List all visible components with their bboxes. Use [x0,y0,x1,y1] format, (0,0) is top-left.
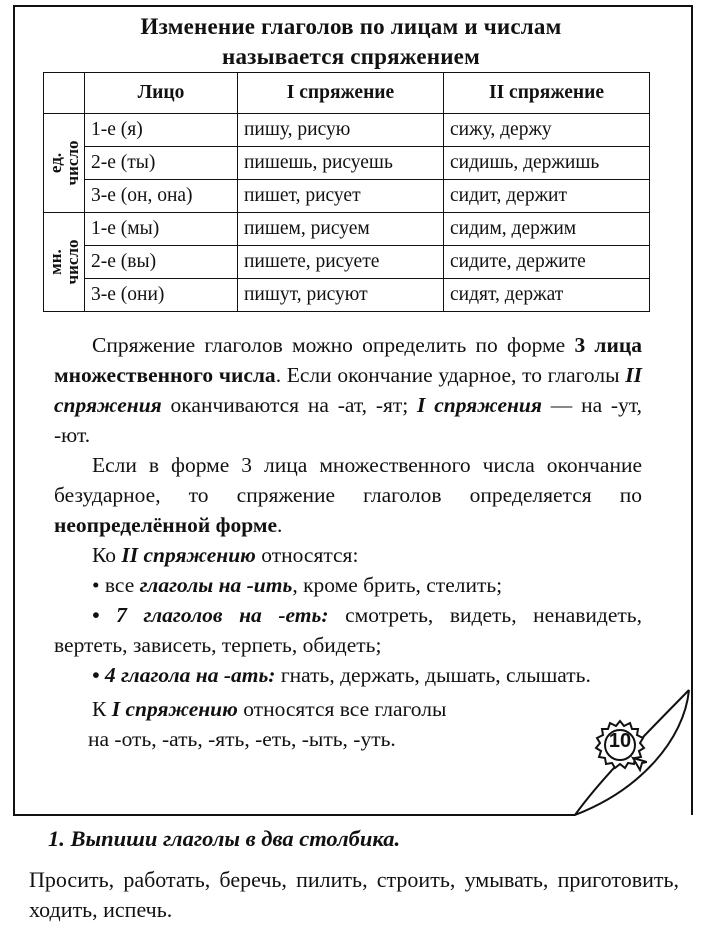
table-cell: пишешь, рисуешь [238,147,444,180]
rule-text [54,330,642,754]
table-cell: сидит, держит [444,180,650,213]
table-row [44,114,650,147]
bullet-item: • 4 глагола на -ать: гнать, держать, дышать, слышать. [92,663,591,687]
rule-title [13,12,689,72]
table-row [44,279,650,312]
header-corner-cell [44,73,85,114]
rule-paragraph-3: Ко II спряжению относятся: [92,543,359,567]
table-cell: 2-е (вы) [85,246,238,279]
table-cell: 3-е (он, она) [85,180,238,213]
table-row [44,246,650,279]
table-cell: 3-е (они) [85,279,238,312]
rule-title-line-1: Изменение глаголов по лицам и числам [140,14,562,39]
table-cell: пишет, рисует [238,180,444,213]
header-conj-1: I спряжение [238,73,444,114]
table-cell: сидите, держите [444,246,650,279]
table-cell: пишем, рисуем [238,213,444,246]
table-cell: пишу, рисую [238,114,444,147]
table-cell: сидишь, держишь [444,147,650,180]
conjugation-table [43,72,650,312]
plural-label-cell [44,213,85,312]
table-cell: сижу, держу [444,114,650,147]
table-cell: сидят, держат [444,279,650,312]
table-cell: 1-е (я) [85,114,238,147]
singular-label-cell [44,114,85,213]
header-conj-2: II спряжение [444,73,650,114]
table-cell: сидим, держим [444,213,650,246]
header-person: Лицо [85,73,238,114]
rule-paragraph-2: Если в форме 3 лица множественного числа окончание безударное, то спряжение глаголов определяется по неопределённой форме. [54,453,642,537]
bullet-item: • 7 глаголов на -еть: смотреть, видеть, ненавидеть, вертеть, зависеть, терпеть, обидеть; [54,603,642,657]
plural-label: мн. число [46,239,82,285]
bullet-item: • все глаголы на -ить, кроме брить, стелить; [92,573,503,597]
table-row [44,147,650,180]
rule-paragraph-4-endings: на -оть, -ать, -ять, -еть, -ыть, -уть. [88,727,396,751]
table-cell: пишут, рисуют [238,279,444,312]
rule-paragraph-4: К I спряжению относятся все глаголы [92,697,447,721]
table-cell: 1-е (мы) [85,213,238,246]
table-cell: пишете, рисуете [238,246,444,279]
singular-label: ед. число [46,140,82,186]
table-row [44,180,650,213]
table-cell: 2-е (ты) [85,147,238,180]
page-number: 10 [608,730,632,752]
table-row [44,213,650,246]
task-title: 1. Выпиши глаголы в два столбика. [48,826,401,851]
rule-title-line-2: называется спряжением [222,44,480,69]
task-text: Просить, работать, беречь, пилить, строить, умывать, приготовить, ходить, испечь. [29,867,679,922]
table-header-row [44,73,650,114]
rule-paragraph-1: Спряжение глаголов можно определить по форме 3 лица множественного числа. Если окончание ударное, то глаголы II спряжения оканчиваются на -ат, -ят; I спряжения — на -ут, -ют. [54,333,643,447]
